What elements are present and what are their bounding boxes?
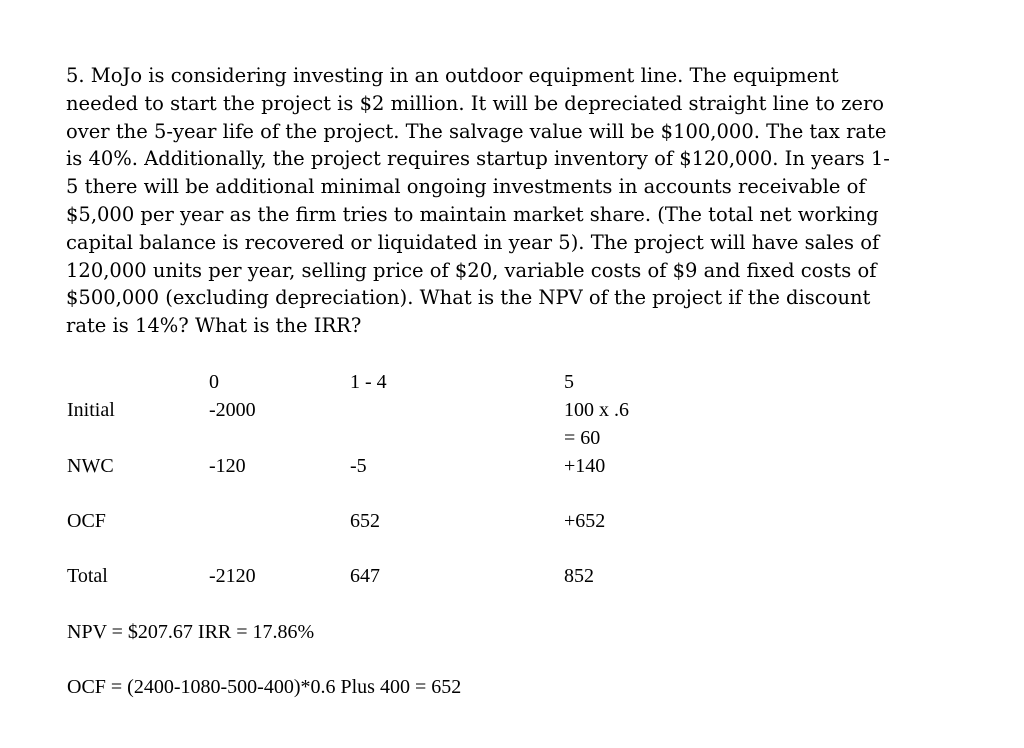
question-line: rate is 14%? What is the IRR? — [66, 314, 362, 338]
initial-year-5-result: = 60 — [564, 427, 601, 449]
header-year-0: 0 — [209, 371, 219, 393]
header-year-5: 5 — [564, 371, 574, 393]
total-year-5: 852 — [564, 565, 594, 587]
row-label-nwc: NWC — [67, 455, 114, 477]
question-text — [66, 62, 916, 340]
initial-year-5-calc: 100 x .6 — [564, 399, 629, 421]
question-line: 120,000 units per year, selling price of $20, variable costs of $9 and fixed costs of — [66, 258, 877, 282]
nwc-years-1-4: -5 — [350, 455, 367, 477]
row-label-total: Total — [67, 565, 108, 587]
question-line: needed to start the project is $2 million. It will be depreciated straight line to zero — [66, 91, 885, 115]
ocf-formula: OCF = (2400-1080-500-400)*0.6 Plus 400 = 652 — [67, 676, 462, 698]
total-year-0: -2120 — [209, 565, 256, 587]
question-line: 5. MoJo is considering investing in an outdoor equipment line. The equipment — [66, 64, 839, 87]
total-years-1-4: 647 — [350, 565, 380, 587]
question-line: capital balance is recovered or liquidated in year 5). The project will have sales of — [66, 230, 880, 254]
question-line: is 40%. Additionally, the project requires startup inventory of $120,000. In years 1- — [66, 147, 890, 171]
header-years-1-4: 1 - 4 — [350, 371, 387, 393]
question-line: 5 there will be additional minimal ongoing investments in accounts receivable of — [66, 175, 866, 199]
question-line: over the 5-year life of the project. The salvage value will be $100,000. The tax rate — [66, 119, 887, 143]
nwc-year-0: -120 — [209, 455, 246, 477]
npv-irr-result: NPV = $207.67 IRR = 17.86% — [67, 621, 315, 643]
row-label-initial: Initial — [67, 399, 115, 421]
question-line: $500,000 (excluding depreciation). What is the NPV of the project if the discount — [66, 286, 871, 310]
ocf-year-5: +652 — [564, 510, 606, 532]
row-label-ocf: OCF — [67, 510, 106, 532]
initial-year-0: -2000 — [209, 399, 256, 421]
nwc-year-5: +140 — [564, 455, 606, 477]
ocf-years-1-4: 652 — [350, 510, 380, 532]
question-line: $5,000 per year as the firm tries to maintain market share. (The total net working — [66, 202, 879, 226]
